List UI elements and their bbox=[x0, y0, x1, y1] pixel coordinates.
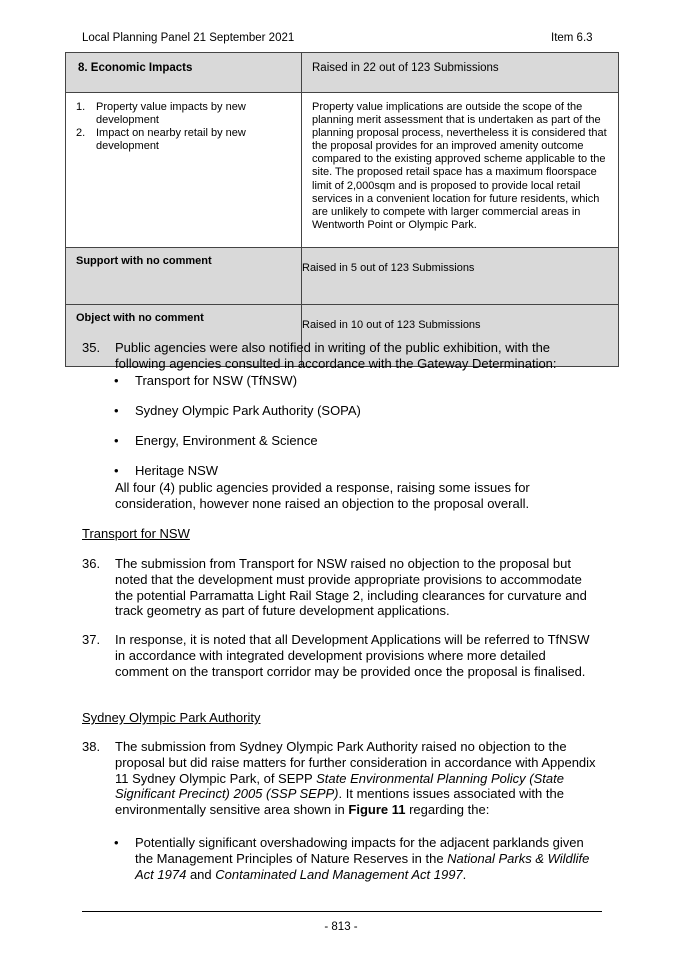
footer-rule bbox=[82, 911, 602, 912]
list-item: • Transport for NSW (TfNSW) bbox=[114, 373, 298, 388]
object-count: Raised in 10 out of 123 Submissions bbox=[302, 305, 619, 367]
paragraph-35: 35. Public agencies were also notified in writing of the public exhibition, with the following agencies consulted in accordance with the Gateway Determination: bbox=[82, 340, 557, 371]
object-label: Object with no comment bbox=[66, 305, 302, 367]
paragraph-36: 36. The submission from Transport for NSW raised no objection to the proposal but noted that the development must provide appropriate provisions to accommodate the potential Parramatta Light Rail Stage 2, including clearances for curvature and track geometry as part of future development applications. bbox=[82, 556, 587, 619]
table-section-row bbox=[66, 53, 619, 93]
paragraph-35-continued: All four (4) public agencies provided a response, raising some issues for consideration, however none raised an objection to the proposal overall. bbox=[115, 480, 530, 511]
section-title: 8. Economic Impacts bbox=[66, 53, 302, 93]
header-left: Local Planning Panel 21 September 2021 bbox=[82, 32, 295, 44]
issues-list bbox=[76, 101, 295, 153]
header-item-number: Item 6.3 bbox=[551, 32, 593, 44]
response-cell: Property value implications are outside the scope of the planning merit assessment that is undertaken as part of the planning proposal process, nevertheless it is considered that the proposal provides for an improved amenity outcome compared to the existing approved scheme applicable to the site. The proposed retail space has a maximum floorspace limit of 2,000sqm and is proposed to provide local retail services in a convenient location for future residents, which are unlikely to compete with larger commercial areas in Wentworth Point or Olympic Park. bbox=[302, 93, 619, 248]
heading-sydney-olympic-park-authority: Sydney Olympic Park Authority bbox=[82, 710, 261, 725]
section-count: Raised in 22 out of 123 Submissions bbox=[302, 53, 619, 93]
paragraph-38: 38. The submission from Sydney Olympic Park Authority raised no objection to the proposal but did raise matters for further consideration in accordance with Appendix 11 Sydney Olympic Park, of SEPP State Environmental Planning Policy (State Significant Precinct) 2005 (SSP SEPP). It mentions issues associated with the environmentally sensitive area shown in Figure 11 regarding the: bbox=[82, 739, 596, 818]
list-item: • Potentially significant overshadowing impacts for the adjacent parklands given the Management Principles of Nature Reserves in the National Parks & Wildlife Act 1974 and Contaminated Land Management Act 1997. bbox=[114, 835, 590, 882]
table-row-support bbox=[66, 248, 619, 305]
page-number: - 813 - bbox=[324, 921, 358, 933]
list-item: 1. Property value impacts by new development bbox=[76, 101, 246, 127]
paragraph-37: 37. In response, it is noted that all Development Applications will be referred to TfNSW in accordance with integrated development provisions where more detailed comment on the transport corridor may be provided once the proposal is finalised. bbox=[82, 632, 590, 679]
list-item: • Sydney Olympic Park Authority (SOPA) bbox=[114, 403, 361, 418]
list-item: 2. Impact on nearby retail by new development bbox=[76, 127, 246, 153]
submissions-table bbox=[65, 52, 619, 367]
table-row bbox=[66, 93, 619, 248]
issues-cell bbox=[66, 93, 302, 248]
heading-transport-for-nsw: Transport for NSW bbox=[82, 526, 190, 541]
list-item: • Heritage NSW bbox=[114, 463, 219, 478]
list-item: • Energy, Environment & Science bbox=[114, 433, 318, 448]
support-label: Support with no comment bbox=[66, 248, 302, 305]
support-count: Raised in 5 out of 123 Submissions bbox=[302, 248, 619, 305]
